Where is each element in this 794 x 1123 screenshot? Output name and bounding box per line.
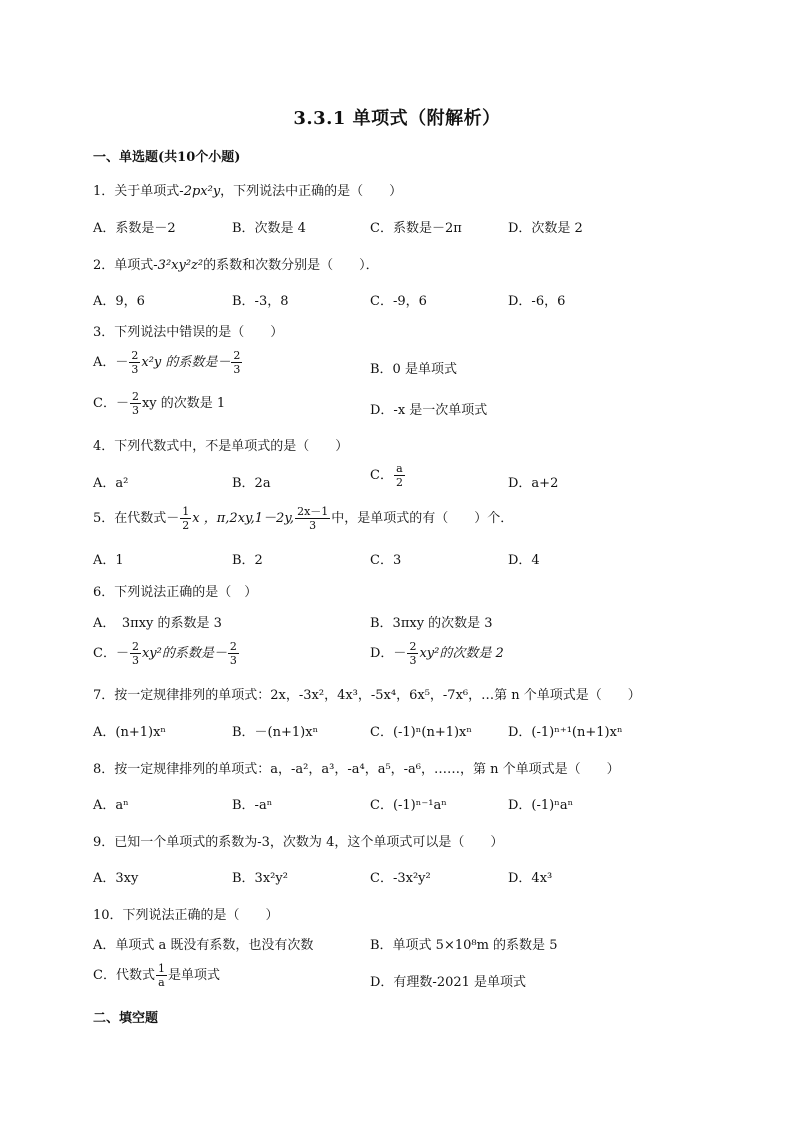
option-c[interactable] <box>93 962 220 989</box>
fraction <box>295 505 330 532</box>
option-label: D．－ <box>370 646 407 661</box>
fraction-denominator: 2 <box>182 519 190 532</box>
question-9: 9．已知一个单项式的系数为-3，次数为 4，这个单项式可以是（ ） <box>93 835 504 850</box>
option-c[interactable] <box>93 390 225 417</box>
fraction-numerator: 2 <box>233 349 241 362</box>
fraction-numerator: 1 <box>182 505 190 518</box>
fraction-numerator: 2x－1 <box>297 505 329 518</box>
question-stem: 2．单项式 <box>93 258 154 273</box>
option-a[interactable] <box>93 349 243 376</box>
question-stem: 中，是单项式的有（ ）个． <box>331 511 514 526</box>
fraction-numerator: 2 <box>131 390 139 403</box>
fraction <box>130 640 141 667</box>
question-4: 4．下列代数式中，不是单项式的是（ ） <box>93 439 349 454</box>
option-d[interactable]: D．-x 是一次单项式 <box>370 403 488 418</box>
option-a[interactable]: A．3xy <box>93 871 139 886</box>
option-d[interactable]: D．次数是 2 <box>508 221 583 236</box>
fraction-numerator: 2 <box>131 349 139 362</box>
question-8: 8．按一定规律排列的单项式：a，-a²，a³，-a⁴，a⁵，-a⁶，……，第 n 个单项式是（ ） <box>93 762 620 777</box>
fraction-denominator: 3 <box>131 654 139 667</box>
math-expression: -2px²y <box>179 184 221 199</box>
fraction-numerator: 2 <box>131 640 139 653</box>
fraction <box>156 962 167 989</box>
option-d[interactable]: D．有理数-2021 是单项式 <box>370 975 527 990</box>
question-stem: 5．在代数式－ <box>93 511 180 526</box>
option-a[interactable]: A．(n+1)xⁿ <box>93 725 167 740</box>
fraction <box>180 505 191 532</box>
fraction <box>228 640 239 667</box>
option-text: x²y 的系数是－ <box>141 355 231 370</box>
fraction-numerator: a <box>394 462 405 476</box>
fraction-numerator: 2 <box>409 640 417 653</box>
question-7: 7．按一定规律排列的单项式：2x，-3x²，4x³，-5x⁴，6x⁵，-7x⁶，…第 n 个单项式是（ ） <box>93 688 641 703</box>
option-b[interactable]: B．-aⁿ <box>232 798 273 813</box>
option-b[interactable]: B．2a <box>232 476 271 491</box>
fraction-numerator: 2 <box>229 640 237 653</box>
fraction-denominator: 3 <box>131 404 139 417</box>
option-d[interactable]: D．(-1)ⁿaⁿ <box>508 798 574 813</box>
fraction-denominator: a <box>158 976 165 989</box>
option-label: C．－ <box>93 396 129 411</box>
option-c[interactable]: C．(-1)ⁿ(n+1)xⁿ <box>370 725 473 740</box>
math-expression: x ，π,2xy,1－2y, <box>192 511 295 526</box>
fraction <box>231 349 242 376</box>
option-a[interactable]: A．系数是－2 <box>93 221 176 236</box>
option-c[interactable]: C．系数是－2π <box>370 221 462 236</box>
option-a[interactable]: A．aⁿ <box>93 798 129 813</box>
question-number: 1． <box>93 184 115 199</box>
option-label: C．－ <box>93 646 129 661</box>
option-text: 是单项式 <box>167 968 220 983</box>
option-b[interactable]: B．单项式 5×10⁸m 的系数是 5 <box>370 938 558 953</box>
option-a[interactable]: A．单项式 a 既没有系数，也没有次数 <box>93 938 314 953</box>
option-label: A．－ <box>93 355 129 370</box>
fraction <box>394 462 405 489</box>
option-d[interactable]: D．4 <box>508 553 540 568</box>
section-heading-single-choice: 一、单选题(共10个小题) <box>93 150 241 165</box>
option-b[interactable]: B．3πxy 的次数是 3 <box>370 616 493 631</box>
fraction-denominator: 2 <box>395 476 403 489</box>
option-a[interactable]: A．1 <box>93 553 124 568</box>
option-b[interactable]: B．2 <box>232 553 263 568</box>
fraction <box>130 390 141 417</box>
option-label: C．代数式 <box>93 968 155 983</box>
option-b[interactable]: B．3x²y² <box>232 871 288 886</box>
section-heading-fill-in: 二、填空题 <box>93 1011 159 1026</box>
option-d[interactable]: D．a+2 <box>508 476 559 491</box>
option-a[interactable]: A．a² <box>93 476 129 491</box>
question-10: 10．下列说法正确的是（ ） <box>93 908 279 923</box>
option-c[interactable]: C．-3x²y² <box>370 871 431 886</box>
option-b[interactable]: B．-3，8 <box>232 294 289 309</box>
fraction <box>407 640 418 667</box>
option-a[interactable]: A． 3πxy 的系数是 3 <box>93 616 222 631</box>
fraction-denominator: 3 <box>131 363 139 376</box>
question-stem: 的系数和次数分别是（ ）． <box>203 258 379 273</box>
fraction-numerator: 1 <box>157 962 165 975</box>
option-a[interactable]: A．9，6 <box>93 294 145 309</box>
option-d[interactable]: D．(-1)ⁿ⁺¹(n+1)xⁿ <box>508 725 623 740</box>
question-3: 3．下列说法中错误的是（ ） <box>93 325 284 340</box>
question-2 <box>93 254 379 273</box>
fraction <box>129 349 140 376</box>
option-d[interactable] <box>370 640 504 667</box>
option-c[interactable]: C．-9，6 <box>370 294 427 309</box>
option-text: xy²的系数是－ <box>141 646 227 661</box>
option-text: xy 的次数是 1 <box>141 396 226 411</box>
question-stem: ，下列说法中正确的是（ ） <box>220 184 403 199</box>
page-title: 3.3.1 单项式（附解析） <box>293 108 501 129</box>
option-b[interactable]: B．次数是 4 <box>232 221 306 236</box>
option-c[interactable]: C．(-1)ⁿ⁻¹aⁿ <box>370 798 447 813</box>
option-b[interactable]: B．－(n+1)xⁿ <box>232 725 319 740</box>
option-c[interactable] <box>93 640 240 667</box>
math-expression: -3²xy²z² <box>153 258 204 273</box>
question-1 <box>93 180 402 199</box>
option-c[interactable] <box>370 462 406 489</box>
fraction-denominator: 3 <box>309 519 317 532</box>
option-d[interactable]: D．-6，6 <box>508 294 566 309</box>
option-d[interactable]: D．4x³ <box>508 871 553 886</box>
fraction-denominator: 3 <box>229 654 237 667</box>
question-stem: 关于单项式 <box>114 184 180 199</box>
fraction-denominator: 3 <box>233 363 241 376</box>
question-5 <box>93 505 513 532</box>
option-c[interactable]: C．3 <box>370 553 402 568</box>
question-6: 6．下列说法正确的是（ ） <box>93 585 258 600</box>
option-b[interactable]: B．0 是单项式 <box>370 362 457 377</box>
option-label: C． <box>370 468 393 483</box>
fraction-denominator: 3 <box>409 654 417 667</box>
option-text: xy²的次数是 2 <box>419 646 504 661</box>
